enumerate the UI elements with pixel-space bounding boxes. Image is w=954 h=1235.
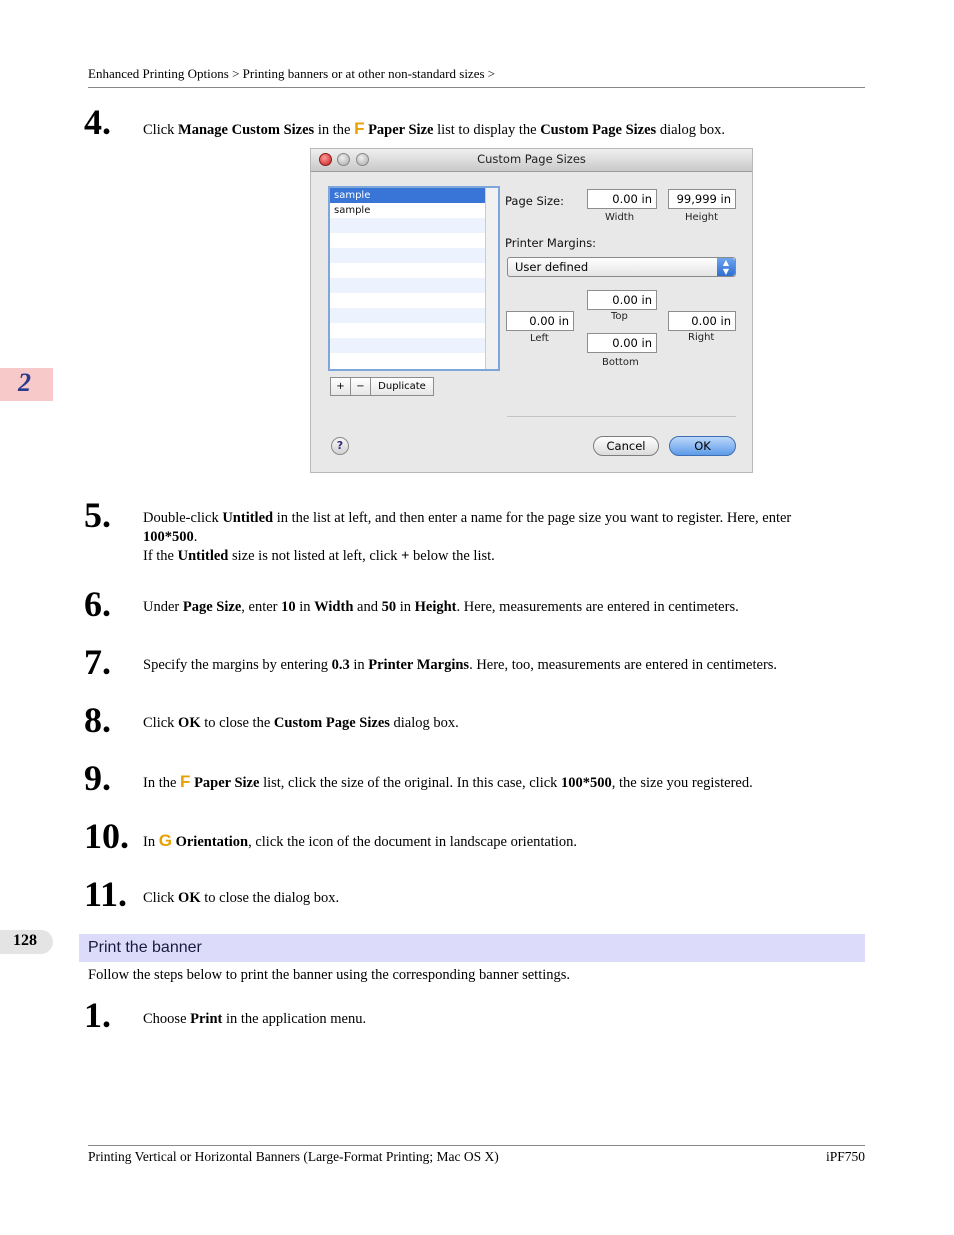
step-line [143,547,853,566]
printer-margins-value: User defined [515,260,589,274]
printer-margins-popup[interactable] [507,257,736,277]
text-run: to close the dialog box. [200,890,340,906]
bold-term: Paper Size [190,775,260,791]
height-label: Height [685,212,719,223]
width-field[interactable]: 0.00 in [587,189,657,209]
bold-term: Height [414,599,457,615]
bottom-margin-field[interactable]: 0.00 in [587,333,657,353]
text-run: Double-click [143,510,223,526]
text-run: in the application menu. [222,1011,367,1027]
step-line [143,772,853,793]
right-label: Right [688,332,715,343]
list-empty-row [330,278,498,293]
bottom-label: Bottom [602,357,639,368]
list-empty-row [330,293,498,308]
bold-term: 100*500 [561,775,612,791]
step-text [143,714,853,733]
bold-term: Width [314,599,354,615]
text-run: Choose [143,1011,191,1027]
text-run: size is not listed at left, click [228,548,402,564]
step-line [143,528,853,547]
custom-size-list[interactable] [328,186,500,371]
bold-term: + [401,548,410,564]
text-run: . [193,529,198,545]
cancel-button[interactable]: Cancel [593,436,659,456]
text-run: in [295,599,315,615]
add-size-button[interactable]: + [330,377,351,396]
bold-term: Custom Page Sizes [540,122,657,138]
text-run: Click [143,890,179,906]
list-empty-row [330,233,498,248]
step-number: 6. [84,584,111,624]
bold-term: Printer Margins [368,657,470,673]
text-run: in [349,657,369,673]
text-run: in [396,599,415,615]
section-heading-band [79,934,865,962]
text-run: , click the icon of the document in landscape orientation. [248,834,578,850]
page-size-label: Page Size: [505,194,564,208]
step-text [143,119,853,140]
footer-title: Printing Vertical or Horizontal Banners (Large-Format Printing; Mac OS X) [88,1149,499,1164]
dialog-titlebar [311,149,752,172]
marker-letter: F [180,772,191,791]
breadcrumb: Enhanced Printing Options > Printing banners or at other non-standard sizes > [88,66,496,81]
page-number-tab [0,930,53,954]
step-number: 7. [84,642,111,682]
text-run: list to display the [433,122,541,138]
left-margin-field[interactable]: 0.00 in [506,311,574,331]
list-empty-row [330,353,498,368]
section-title: Print the banner [88,939,202,956]
marker-letter: G [158,831,172,850]
step-line [143,831,853,852]
top-margin-field[interactable]: 0.00 in [587,290,657,310]
ok-button[interactable]: OK [669,436,736,456]
step-number: 9. [84,758,111,798]
text-run: . Here, measurements are entered in centimeters. [456,599,739,615]
text-run: dialog box. [656,122,726,138]
step-number: 8. [84,700,111,740]
section-intro: Follow the steps below to print the banner using the corresponding banner settings. [88,967,571,983]
bold-term: 50 [381,599,397,615]
list-empty-row [330,323,498,338]
chapter-tab[interactable] [0,368,53,401]
list-scrollbar[interactable] [485,188,498,369]
top-label: Top [611,311,628,322]
list-empty-row [330,263,498,278]
text-run: If the [143,548,178,564]
bold-term: Orientation [171,834,249,850]
height-field[interactable]: 99,999 in [668,189,736,209]
remove-size-button[interactable]: − [350,377,371,396]
text-run: to close the [200,715,274,731]
step-line [143,889,853,908]
step-number: 11. [84,874,128,914]
dialog-title: Custom Page Sizes [477,152,586,166]
bold-term: Manage Custom Sizes [178,122,315,138]
text-run: In [143,834,159,850]
text-run: Under [143,599,183,615]
step-text [143,509,853,566]
step-number: 4. [84,102,111,142]
step-line [143,1010,853,1029]
step-text [143,598,853,617]
bold-term: 10 [281,599,296,615]
bold-term: Paper Size [364,122,434,138]
text-run: in the list at left, and then enter a name for the page size you want to register. Here, enter [273,510,792,526]
text-run: list, click the size of the original. In this case, click [259,775,562,791]
popup-arrows-icon: ▲ ▼ [717,258,735,276]
bold-term: Untitled [222,510,274,526]
text-run: , enter [241,599,282,615]
step-line [143,656,853,675]
text-run: , the size you registered. [611,775,753,791]
step-line [143,598,853,617]
left-label: Left [530,333,549,344]
footer-model: iPF750 [825,1149,865,1164]
printer-margins-label: Printer Margins: [505,236,597,250]
dialog-divider [507,416,736,417]
step-text [143,889,853,908]
help-button[interactable]: ? [331,437,349,455]
list-empty-row [330,338,498,353]
page-number: 128 [13,932,37,949]
text-run: dialog box. [389,715,459,731]
bold-term: Print [190,1011,223,1027]
text-run: and [353,599,382,615]
bold-term: 0.3 [331,657,350,673]
bold-term: OK [178,890,201,906]
step-number: 10. [84,816,129,856]
step-number: 5. [84,495,111,535]
text-run: below the list. [409,548,495,564]
step-line [143,509,853,528]
step-text [143,1010,853,1029]
step-text [143,831,853,852]
chapter-number: 2 [18,368,31,397]
text-run: Click [143,715,179,731]
custom-page-sizes-dialog [310,148,753,473]
bold-term: Untitled [177,548,229,564]
bold-term: Page Size [182,599,242,615]
text-run: . Here, too, measurements are entered in centimeters. [469,657,778,673]
footer-rule [88,1145,865,1146]
step-text [143,656,853,675]
text-run: Specify the margins by entering [143,657,332,673]
marker-letter: F [354,119,365,138]
right-margin-field[interactable]: 0.00 in [668,311,736,331]
step-number: 1. [84,995,111,1035]
bold-term: Custom Page Sizes [273,715,390,731]
text-run: Click [143,122,179,138]
step-line [143,714,853,733]
bold-term: OK [178,715,201,731]
list-item[interactable]: sample [330,188,498,203]
bold-term: 100*500 [143,529,194,545]
step-line [143,119,853,140]
text-run: In the [143,775,181,791]
list-item[interactable]: sample [334,205,371,216]
list-empty-row [330,248,498,263]
duplicate-button[interactable]: Duplicate [370,377,434,396]
header-rule [88,87,865,88]
list-empty-row [330,218,498,233]
text-run: in the [314,122,355,138]
width-label: Width [605,212,635,223]
list-empty-row [330,308,498,323]
step-text [143,772,853,793]
